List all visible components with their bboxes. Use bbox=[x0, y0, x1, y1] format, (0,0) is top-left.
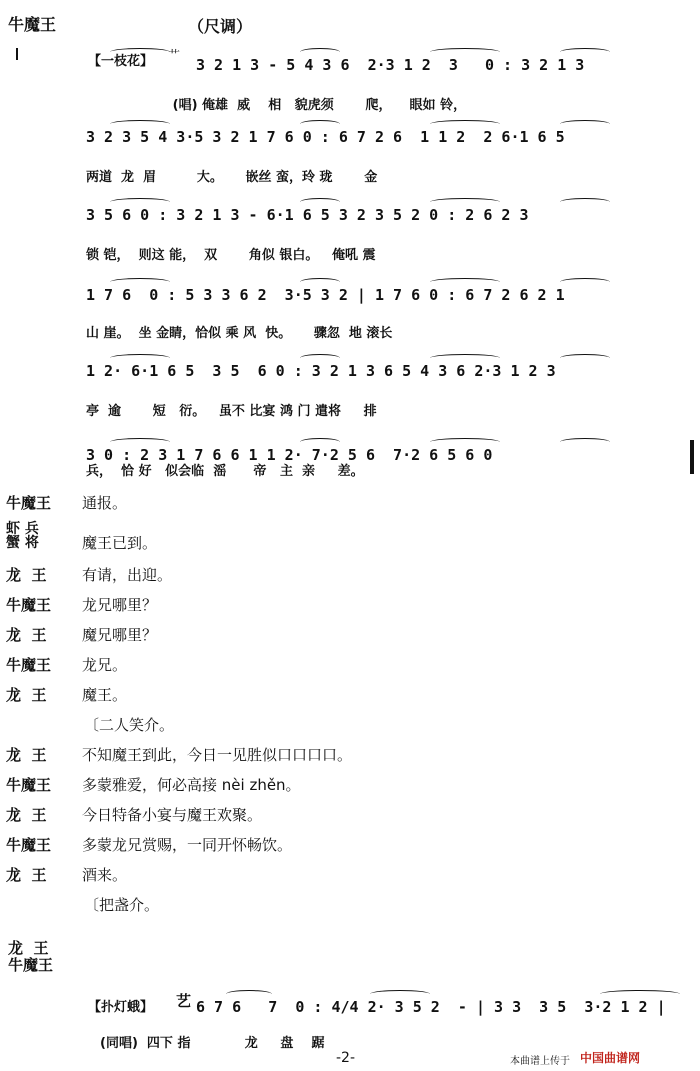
score-row-lyrics: (唱) 俺雄 威 相 貌虎须 爬， 眼如 铃， bbox=[150, 98, 467, 113]
slur bbox=[226, 990, 272, 998]
dialogue-line bbox=[6, 864, 696, 888]
slur bbox=[300, 354, 340, 362]
score-row-notes: 3 2 3 5 4 3·5 3 2 1 7 6 0 : 6 7 2 6 1 1 2 2 6·1 6 5 bbox=[86, 128, 565, 146]
dialogue-line bbox=[6, 521, 696, 552]
slur bbox=[430, 48, 500, 56]
speech-text: 魔王已到。 bbox=[82, 534, 158, 552]
dialogue-line bbox=[6, 834, 696, 858]
slur bbox=[300, 438, 340, 446]
slur bbox=[560, 438, 610, 446]
mode-label: （尺调） bbox=[188, 17, 253, 36]
upload-credit: 本曲谱上传于 bbox=[510, 1056, 570, 1067]
slur bbox=[110, 354, 170, 362]
slur bbox=[560, 278, 610, 286]
score-row-lyrics: 锁 铠， 则这 能， 双 角似 银白。 俺吼 震 bbox=[86, 248, 376, 263]
speaker-role: 龙 王 bbox=[6, 866, 47, 884]
stage-direction: 〔二人笑介。 bbox=[84, 716, 175, 734]
speaker-role: 牛魔王 bbox=[6, 494, 52, 512]
slur bbox=[430, 278, 500, 286]
score-row-notes: 1 2· 6·1 6 5 3 5 6 0 : 3 2 1 3 6 5 4 3 6 2·3 1 2 3 bbox=[86, 362, 556, 380]
speech-text: 酒来。 bbox=[82, 866, 128, 884]
slur bbox=[430, 198, 500, 206]
speaker-role: 龙 王 bbox=[6, 746, 47, 764]
slur bbox=[560, 198, 610, 206]
speech-text: 多蒙龙兄赏赐，一同开怀畅饮。 bbox=[82, 836, 293, 854]
slur bbox=[110, 198, 170, 206]
score-row-notes: 3 5 6 0 : 3 2 1 3 - 6·1 6 5 3 2 3 5 2 0 : 2 6 2 3 bbox=[86, 206, 529, 224]
slur bbox=[370, 990, 430, 998]
speaker-role: 虾 兵 蟹 将 bbox=[6, 521, 39, 551]
speaker-role: 牛魔王 bbox=[6, 596, 52, 614]
dialogue-line bbox=[6, 744, 696, 768]
speech-text: 魔兄哪里？ bbox=[82, 626, 158, 644]
dialogue-line bbox=[6, 624, 696, 648]
slur bbox=[430, 438, 500, 446]
slur bbox=[600, 990, 680, 998]
stage-direction: 〔把盏介。 bbox=[84, 896, 160, 914]
dialogue-line bbox=[6, 654, 696, 678]
dialogue-line bbox=[6, 774, 696, 798]
slur bbox=[560, 48, 610, 56]
score-row-lyrics: 山 崖。 坐 金睛，恰似 乘 风 快。 骤忽 地 滚长 bbox=[86, 326, 393, 341]
site-logo-text: 中国曲谱网 bbox=[580, 1051, 641, 1065]
slur bbox=[300, 120, 340, 128]
speech-text: 有请，出迎。 bbox=[82, 566, 173, 584]
dialogue-line bbox=[6, 594, 696, 618]
speech-text: 今日特备小宴与魔王欢聚。 bbox=[82, 806, 263, 824]
tune-name-yizhihua: 【一枝花】 bbox=[88, 54, 154, 69]
slur bbox=[560, 354, 610, 362]
bottom-roles: 龙 王 牛魔王 bbox=[8, 939, 54, 974]
slur bbox=[430, 354, 500, 362]
speaker-role: 龙 王 bbox=[6, 566, 47, 584]
dialogue-line bbox=[6, 564, 696, 588]
page-number: -2- bbox=[336, 1050, 356, 1066]
slur bbox=[430, 120, 500, 128]
speaker-role: 牛魔王 bbox=[6, 776, 52, 794]
site-logo bbox=[580, 1049, 640, 1066]
speech-text: 龙兄。 bbox=[82, 656, 128, 674]
bottom-notes: 6 7 6 7 0 : 4/4 2· 3 5 2 - | 3 3 3 5 3·2 1 2 | bbox=[196, 998, 666, 1016]
score-row-lyrics: 兵， 恰 好 似会临 滛 帝 主 亲 差。 bbox=[86, 464, 364, 479]
speaker-role: 龙 王 bbox=[6, 806, 47, 824]
score-row-notes: 3 2 1 3 - 5 4 3 6 2·3 1 2 3 0 : 3 2 1 3 bbox=[196, 56, 585, 74]
dialogue-line bbox=[6, 684, 696, 708]
slur bbox=[110, 438, 170, 446]
dialogue-line bbox=[6, 804, 696, 828]
slur bbox=[110, 278, 170, 286]
speaker-role: 牛魔王 bbox=[6, 656, 52, 674]
score-row-notes: 3 0 : 2 3 1 7 6 6 1 1 2· 7·2 5 6 7·2 6 5 6 0 bbox=[86, 446, 493, 464]
speech-text: 不知魔王到此，今日一见胜似口口口口。 bbox=[82, 746, 353, 764]
speech-text: 通报。 bbox=[82, 494, 128, 512]
score-row-notes: 1 7 6 0 : 5 3 3 6 2 3·5 3 2 | 1 7 6 0 : 6 7 2 6 2 1 bbox=[86, 286, 565, 304]
tune-name-pudenge: 【扑灯蛾】 bbox=[88, 1000, 154, 1015]
slur bbox=[110, 48, 170, 56]
speaker-role: 龙 王 bbox=[6, 686, 47, 704]
slur bbox=[300, 278, 340, 286]
singer-role: 牛魔王 bbox=[8, 15, 57, 34]
score-row-lyrics: 两道 龙 眉 大。 嵌丝 蛮，玲 珑 金 bbox=[86, 170, 378, 185]
bottom-lyrics: (同唱) 四下 指 龙 盘 踞 bbox=[100, 1036, 325, 1051]
slur bbox=[300, 198, 340, 206]
bottom-prefix: 艺 bbox=[176, 992, 192, 1010]
slur bbox=[110, 120, 170, 128]
speech-text: 魔王。 bbox=[82, 686, 128, 704]
speaker-role: 龙 王 bbox=[6, 626, 47, 644]
slur bbox=[560, 120, 610, 128]
free-rhythm-mark: 艹 bbox=[168, 48, 181, 62]
speech-text: 龙兄哪里？ bbox=[82, 596, 158, 614]
score-row-lyrics: 亭 逾 短 衍。 虽不 比宴 鸿 门 遣将 排 bbox=[86, 404, 377, 419]
final-barline bbox=[690, 440, 694, 474]
speech-text: 多蒙雅爱，何必高接 nèi zhěn。 bbox=[82, 776, 301, 794]
slur bbox=[300, 48, 340, 56]
margin-tick bbox=[16, 48, 18, 60]
speaker-role: 牛魔王 bbox=[6, 836, 52, 854]
dialogue-line bbox=[6, 492, 696, 516]
